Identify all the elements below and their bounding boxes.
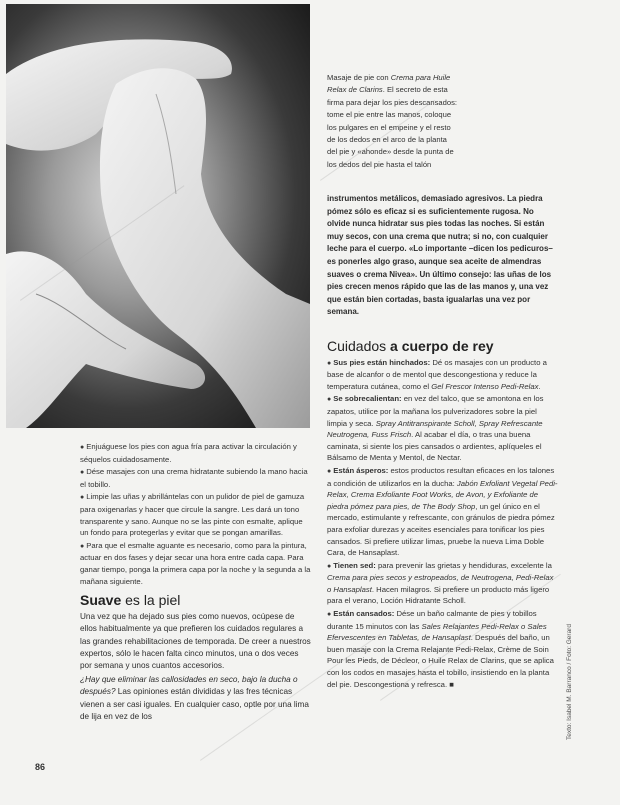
caption-rest: . El secreto de esta firma para dejar los pies descansados: tome el pie entre las manos, coloque los pulgares en el empeine y el resto de los dedos en el arco de la planta del pie y «ahonde» desde la punta de los dedos del pie hasta el talón: [327, 85, 458, 169]
right-top-paragraph: instrumentos metálicos, demasiado agresivos. La piedra pómez sólo es eficaz si es suficientemente rugosa. No olvide nunca hidratar sus pies todas las noches. Si están muy secos, con una crema que nutra; si no, con cualquier leche para el cuerpo. «Lo importante –dicen los pedicuros– es ponerles algo graso, aunque sea aceite de almendras suaves o crema Nivea». Un último consejo: las uñas de los pies crecen menos rápido que las de las manos y, una vez que están bien cortadas, basta igualarlas una vez por semana.: [327, 194, 553, 317]
list-item: ● Están cansados: Dése un baño calmante de pies y tobillos durante 15 minutos con las Sales Relajantes Pedi-Relax o Sales Efervescentes en Tabletas, de Hansaplast. Después del baño, un buen masaje con la Crema Relajante Pedi-Relax, Crème de Soin Pour les Pieds, de Décleor, o Huile Relax de Clarins, que se aplica con los codos en masajes hasta el tobillo, insistiendo en la planta del pie. Descongestiona y refresca. ■: [327, 609, 554, 689]
heading-bold: a cuerpo de rey: [390, 338, 494, 354]
caption-product: Crema para Huile Relax de Clarins: [327, 73, 451, 95]
foot-massage-photo: [6, 4, 310, 428]
body-paragraph: Una vez que ha dejado sus pies como nuevos, ocúpese de ellos habitualmente ya que prefieren los cuidados regulares a las grandes rehabilitaciones de temporada. De creer a nuestros expertos, sólo le hacen falta cinco minutos, una o dos veces por semana y unos cuantos accesorios.: [80, 611, 311, 671]
heading-normal: Cuidados: [327, 338, 391, 354]
list-item: ● Para que el esmalte aguante es necesario, como para la pintura, actuar en dos fases y dejar secar una hora entre cada capa. Para ganar tiempo, ponga la primera capa por la noche y la segunda a la mañana siguiente.: [80, 540, 311, 586]
bullet-icon: ●: [327, 396, 332, 404]
section-heading-cuidados: [327, 338, 559, 354]
photo-credit: Texto: Isabel M. Barranco / Foto: Gerard: [566, 624, 573, 740]
bullet-icon: ●: [327, 611, 332, 619]
right-top-column: [327, 193, 559, 320]
page-number: 86: [35, 762, 46, 772]
list-item: ● Sus pies están hinchados: Dé os masajes con un producto a base de alcanfor o de mentol que descongestiona y reduce la temperatura cutánea, como el Gel Frescor Intenso Pedi-Relax.: [327, 357, 547, 391]
bullet-icon: ●: [80, 494, 85, 502]
left-bottom-column: [80, 441, 312, 724]
list-item: ● Están ásperos: estos productos resultan eficaces en los talones a condición de utilizarlos en la ducha: Jabón Exfoliant Vegetal Pedi-Relax, Crema Exfoliante Foot Works, de Avon, y Exfoliante de piedra pómez para pies, de The Body Shop, un gel único en el mercado, estimulante y refrescante, con gránulos de piedra pómez para exfoliar durezas y aceites esenciales para tonificar los pies cansados. Si prefiere utilizar limas, pruebe la nueva Lima Doble Cara, de Hansaplast.: [327, 465, 558, 558]
bullet-icon: ●: [327, 562, 332, 570]
photo-caption: [327, 72, 459, 171]
bullet-icon: ●: [80, 542, 85, 550]
subhead-bold: Suave: [80, 592, 122, 609]
section-heading-suave: [80, 592, 312, 609]
bullet-icon: ●: [327, 359, 332, 367]
subhead-normal: es la piel: [121, 592, 181, 609]
foot-massage-illustration: [6, 4, 310, 428]
bullet-icon: ●: [80, 444, 85, 451]
bullet-icon: ●: [327, 467, 332, 475]
list-item: ● Limpie las uñas y abrillántelas con un pulidor de piel de gamuza para oxigenarlas y hacer que circule la sangre. Les dará un tono transparente y sano. Aunque no se las pinte con esmalte, aplique un fondo para protegerlas y evitar que se pongan amarillas.: [80, 492, 305, 538]
list-item: ● Se sobrecalientan: en vez del talco, que se amontona en los zapatos, utilice por la mañana los pulverizadores sobre la piel limpia y seca. Spray Antitranspirante Scholl, Spray Refrescante Neutrogena, Fuss Frisch. Al acabar el día, o tras una buena caminata, si siente los pies cansados o ardientes, aplíqueles el Bálsamo de Menta y Mentol, de Nectar.: [327, 394, 544, 463]
right-section: [327, 335, 559, 691]
bullet-icon: ●: [80, 469, 85, 477]
list-item: ● Enjuáguese los pies con agua fría para activar la circulación y séquelos cuidadosamente.: [80, 442, 297, 464]
body-paragraph: ¿Hay que eliminar las callosidades en seco, bajo la ducha o después? Las opiniones están divididas y las fres técnicas vienen a ser casi iguales. En cualquier caso, optle por una lima de lija en vez de los: [80, 674, 309, 721]
list-item: ● Tienen sed: para prevenir las grietas y hendiduras, excelente la Crema para pies secos y estropeados, de Neutrogena, Pedi-Relax o Hansaplast. Hacen milagros. Si prefiere un producto más ligero para el verano, Loción Hidratante Scholl.: [327, 560, 554, 606]
list-item: ● Dése masajes con una crema hidratante subiendo la mano hacia el tobillo.: [80, 467, 308, 489]
caption-lead: Masaje de pie con: [327, 73, 391, 82]
